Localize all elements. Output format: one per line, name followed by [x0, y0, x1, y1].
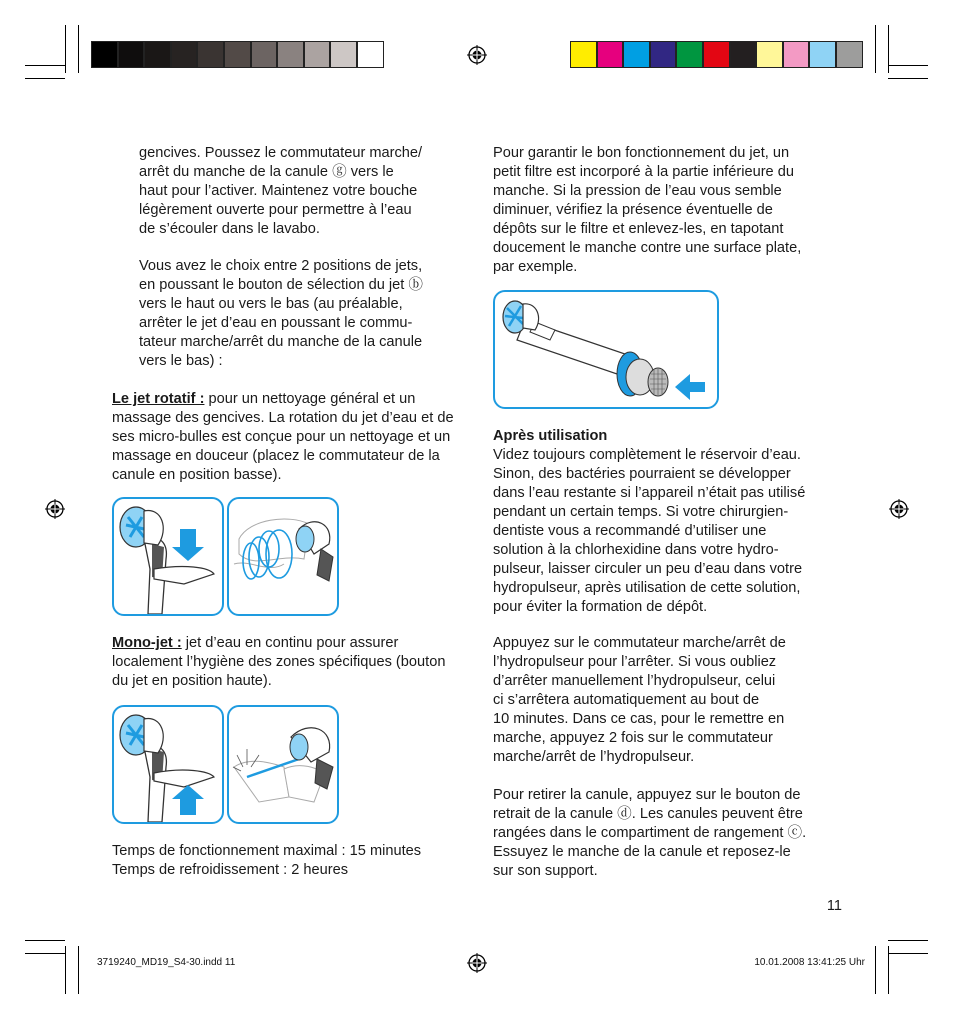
registration-mark-icon — [45, 499, 65, 519]
color-swatch — [171, 41, 198, 68]
color-swatch — [197, 41, 224, 68]
footer-timestamp: 10.01.2008 13:41:25 Uhr — [754, 957, 865, 968]
color-swatch — [703, 41, 730, 68]
figure-mono-jet-hand — [112, 705, 224, 824]
figure-rotating-jet-spray — [227, 497, 339, 616]
figure-mono-jet-spray — [227, 705, 339, 824]
mono-paragraph — [112, 634, 457, 691]
color-swatch — [330, 41, 357, 68]
color-swatch — [676, 41, 703, 68]
rotatif-paragraph — [112, 390, 457, 485]
color-swatch — [836, 41, 863, 68]
after-use-text: Videz toujours complètement le réservoir d’eau. Sinon, des bactéries pourraient se développer dans l’eau restante si l’appareil n’était pas utilisé pendant un certain temps. Si votre chirurgien- dentiste vous a recommandé d’utiliser une solution à la chlorhexidine dans votre hydro- pulseur, laisser circuler un peu d’eau dans votre hydropulseur, après utilisation de cette solution, pour éviter la formation de dépôt. — [493, 447, 806, 615]
figure-rotating-jet-hand — [112, 497, 224, 616]
color-swatch — [783, 41, 810, 68]
after-use-heading: Après utilisation — [493, 428, 608, 444]
registration-mark-icon — [889, 499, 909, 519]
color-swatch — [277, 41, 304, 68]
right-paragraph-stop: Appuyez sur le commutateur marche/arrêt de l’hydropulseur pour l’arrêter. Si vous oubliez d’arrêter manuellement l’hydropulseur, celui ci s’arrêtera automatiquement au bout de 10 minutes. Dans ce cas, pour le remettre en marche, appuyez 2 fois sur le commutateur marche/arrêt de l’hydropulseur. — [493, 635, 786, 765]
right-paragraph-remove-nozzle: Pour retirer la canule, appuyez sur le bouton de retrait de la canule ⓓ. Les canules peuvent être rangées dans le compartiment de rangement ⓒ. Essuyez le manche de la canule et reposez-le sur son support. — [493, 787, 807, 879]
registration-mark-icon — [467, 45, 487, 65]
color-swatch — [144, 41, 171, 68]
rotatif-label: Le jet rotatif : — [112, 391, 205, 407]
left-paragraph-1: gencives. Poussez le commutateur marche/ arrêt du manche de la canule ⓖ vers le haut pour l’activer. Maintenez votre bouche légèrement ouverte pour permettre à l’eau de s’écouler dans le lavabo. — [139, 145, 423, 237]
color-swatch — [251, 41, 278, 68]
rotatif-text: pour un nettoyage général et un massage des gencives. La rotation du jet d’eau et de ses micro-bulles est conçue pour un nettoyage et un massage en douceur (placez le commutateur de la canule en position basse). — [112, 391, 454, 483]
mono-text: jet d’eau en continu pour assurer localement l’hygiène des zones spécifiques (bouton du jet en position haute). — [112, 635, 446, 689]
color-swatch — [809, 41, 836, 68]
color-swatch — [224, 41, 251, 68]
color-swatch — [730, 41, 757, 68]
color-swatch — [118, 41, 145, 68]
figure-filter-handle — [493, 290, 719, 409]
color-swatch — [357, 41, 384, 68]
footer-file-info: 3719240_MD19_S4-30.indd 11 — [97, 957, 236, 968]
color-swatch — [570, 41, 597, 68]
mono-label: Mono-jet : — [112, 635, 182, 651]
page-number: 11 — [826, 898, 842, 914]
color-swatch — [650, 41, 677, 68]
color-swatch — [597, 41, 624, 68]
registration-mark-icon — [467, 953, 487, 973]
timing-info: Temps de fonctionnement maximal : 15 minutes Temps de refroidissement : 2 heures — [112, 843, 422, 878]
color-swatch — [91, 41, 118, 68]
color-swatch — [756, 41, 783, 68]
right-paragraph-filter: Pour garantir le bon fonctionnement du jet, un petit filtre est incorporé à la partie inférieure du manche. Si la pression de l’eau vous semble diminuer, vérifiez la présence éventuelle de dépôts sur le filtre et enlevez-les, en tapotant doucement le manche contre une surface plate, par exemple. — [493, 145, 802, 275]
color-swatch — [623, 41, 650, 68]
color-swatch — [304, 41, 331, 68]
left-paragraph-2: Vous avez le choix entre 2 positions de jets, en poussant le bouton de sélection du jet ⓑ vers le haut ou vers le bas (au préalable, arrêter le jet d’eau en poussant le commu- tateur marche/arrêt du manche de la canule vers le bas) : — [139, 258, 423, 369]
